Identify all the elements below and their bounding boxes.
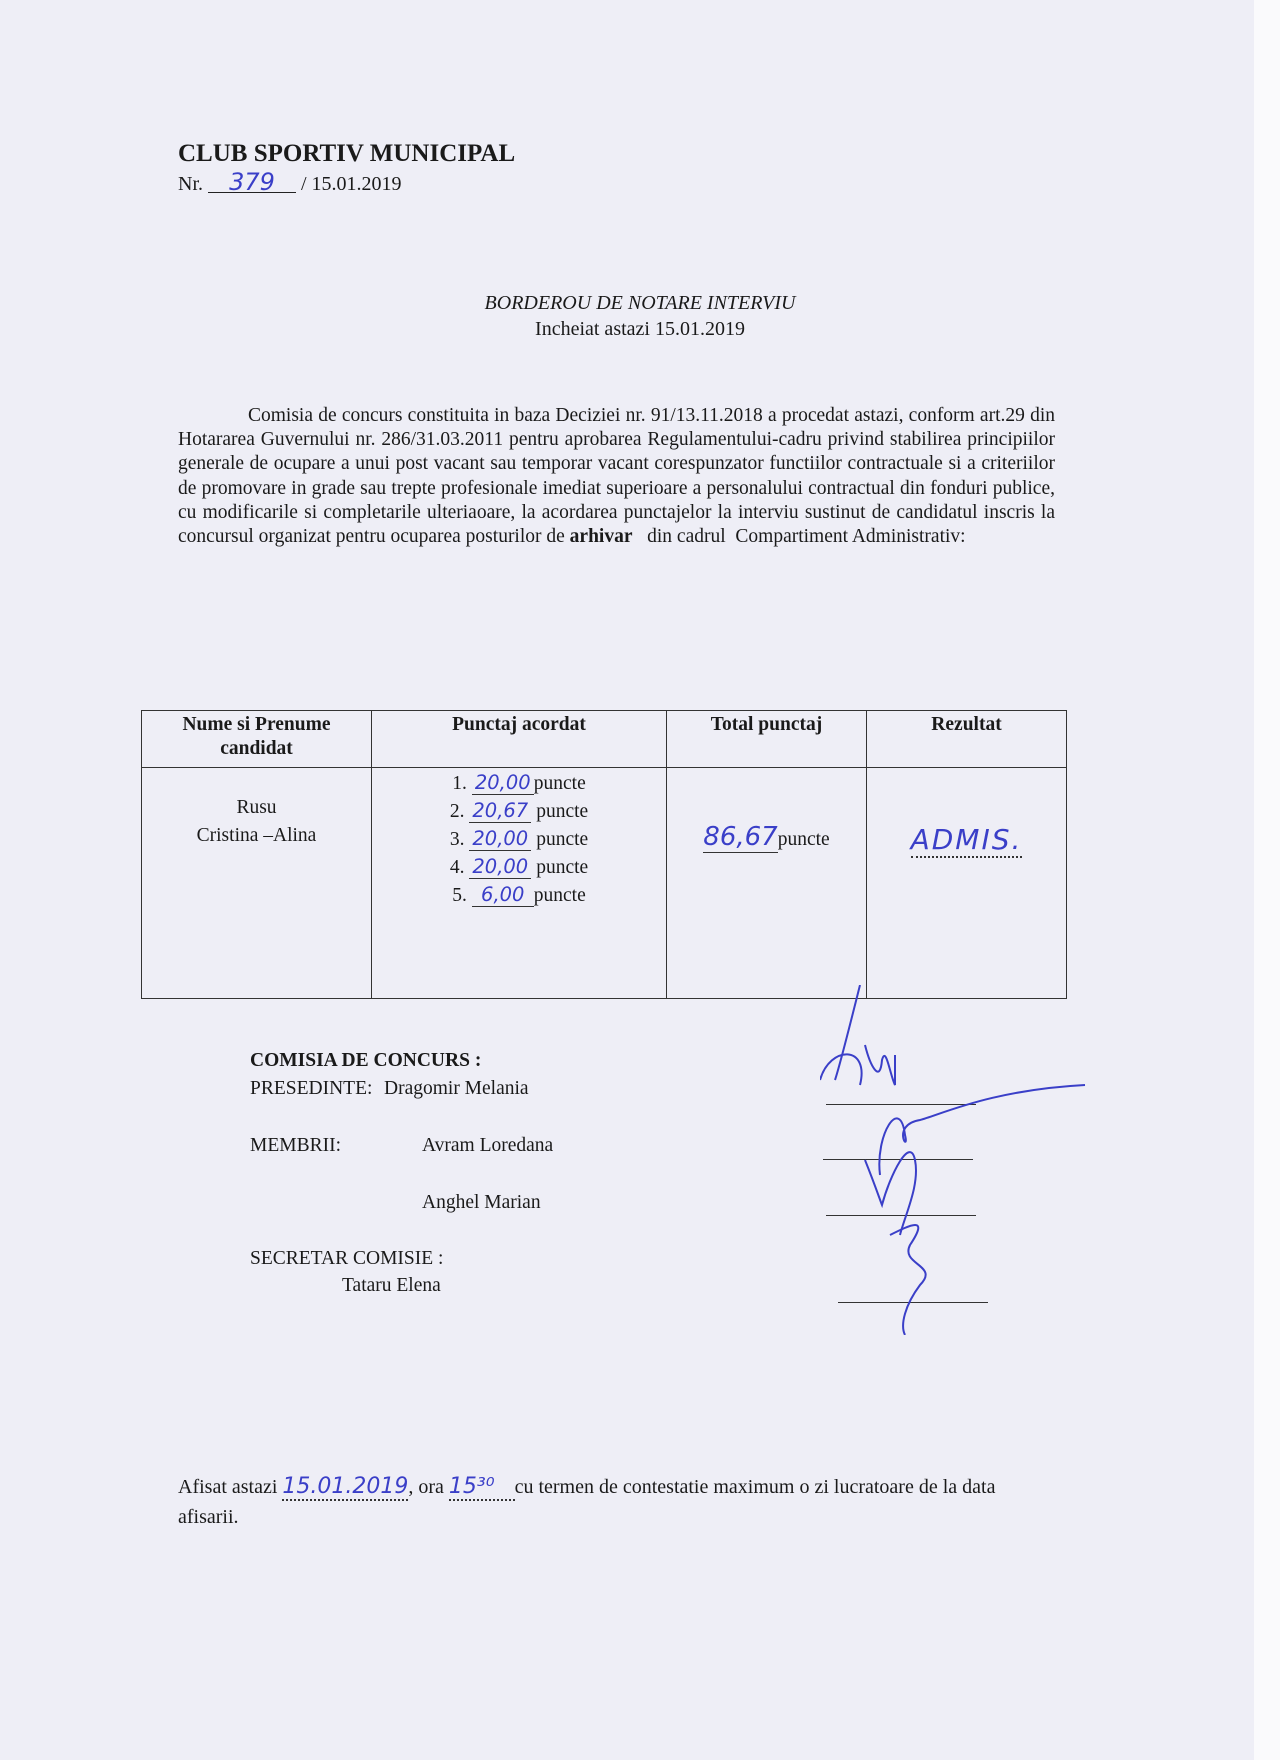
- score-value: 20,00: [472, 772, 534, 795]
- header-total: Total punctaj: [667, 711, 867, 768]
- score-unit: puncte: [536, 857, 589, 878]
- position-name: arhivar: [569, 526, 633, 548]
- score-line: [376, 882, 662, 910]
- member-name: Avram Loredana: [422, 1135, 554, 1156]
- total-value: 86,67: [703, 822, 778, 852]
- commission-title: COMISIA DE CONCURS :: [250, 1050, 482, 1071]
- score-line: [376, 854, 662, 882]
- secretary-label: SECRETAR COMISIE :: [250, 1248, 444, 1269]
- score-value: 20,67: [469, 800, 531, 823]
- score-line: [376, 770, 662, 798]
- score-index: 2.: [449, 801, 465, 822]
- result-value: ADMIS.: [910, 823, 1023, 856]
- document-heading: [0, 290, 1280, 342]
- table-row: [142, 768, 1067, 999]
- total-unit: puncte: [777, 829, 830, 850]
- score-value: 6,00: [472, 884, 534, 907]
- posting-statement: [178, 1472, 1055, 1532]
- header-name: Nume si Prenume candidat: [142, 711, 372, 768]
- document-subtitle: Incheiat astazi 15.01.2019: [535, 318, 745, 340]
- nr-value: 379: [208, 172, 296, 193]
- score-unit: puncte: [536, 829, 589, 850]
- header-result: Rezultat: [867, 711, 1067, 768]
- score-line: [376, 798, 662, 826]
- score-unit: puncte: [536, 801, 589, 822]
- scores-cell: [372, 768, 667, 999]
- signatures-image: [820, 985, 1090, 1335]
- score-index: 1.: [452, 773, 467, 794]
- table-header-row: [142, 711, 1067, 768]
- nr-date: / 15.01.2019: [301, 173, 402, 195]
- posting-prefix: Afisat astazi: [178, 1476, 283, 1498]
- score-index: 4.: [449, 857, 465, 878]
- posting-time: 15³⁰: [449, 1474, 515, 1501]
- candidate-last-name: Rusu: [236, 797, 277, 818]
- posting-suffix: cu termen de contestatie maximum o zi lucratoare de la data afisarii.: [178, 1476, 996, 1528]
- candidate-first-name: Cristina –Alina: [196, 825, 317, 846]
- members-label: MEMBRII:: [250, 1135, 342, 1156]
- member-name: Anghel Marian: [422, 1192, 541, 1213]
- organization-name: CLUB SPORTIV MUNICIPAL: [178, 140, 516, 167]
- nr-label: Nr.: [178, 173, 203, 195]
- score-index: 3.: [449, 829, 465, 850]
- score-unit: puncte: [533, 773, 586, 794]
- candidate-name: [142, 768, 372, 999]
- score-value: 20,00: [469, 828, 531, 851]
- body-paragraph: [178, 404, 1055, 549]
- score-value: 20,00: [469, 856, 531, 879]
- scan-edge: [1254, 0, 1280, 1760]
- score-unit: puncte: [533, 885, 586, 906]
- document-title: BORDEROU DE NOTARE INTERVIU: [484, 292, 796, 314]
- secretary-name: Tataru Elena: [342, 1275, 441, 1296]
- scores-table: [141, 710, 1067, 999]
- score-line: [376, 826, 662, 854]
- posting-date: 15.01.2019: [282, 1474, 409, 1499]
- president-name: Dragomir Melania: [384, 1078, 529, 1099]
- result-cell: [867, 768, 1067, 999]
- score-index: 5.: [452, 885, 467, 906]
- paragraph-text: Comisia de concurs constituita in baza Deciziei nr. 91/13.11.2018 a procedat astazi, conform art.29 din Hotararea Guvernului nr. 286/31.03.2011 pentru aprobarea Regulamentului-cadru privind stabilirea principiilor generale de ocupare a unui post vacant sau temporar vacant corespunzator functiilor contractuale si a criteriilor de promovare in grade sau trepte profesionale imediat superioare a personalului contractual din fonduri publice, cu modificarile si completarile ulteriaoare, la acordarea punctajelor la interviu sustinut de candidatul inscris la concursul organizat pentru ocuparea posturilor de: [178, 405, 1055, 548]
- total-cell: [667, 768, 867, 999]
- registration-number: [178, 168, 402, 196]
- header-scores: Punctaj acordat: [372, 711, 667, 768]
- posting-ora-label: , ora: [408, 1476, 449, 1498]
- paragraph-text-end: din cadrul Compartiment Administrativ:: [632, 526, 966, 548]
- president-label: PRESEDINTE:: [250, 1078, 373, 1099]
